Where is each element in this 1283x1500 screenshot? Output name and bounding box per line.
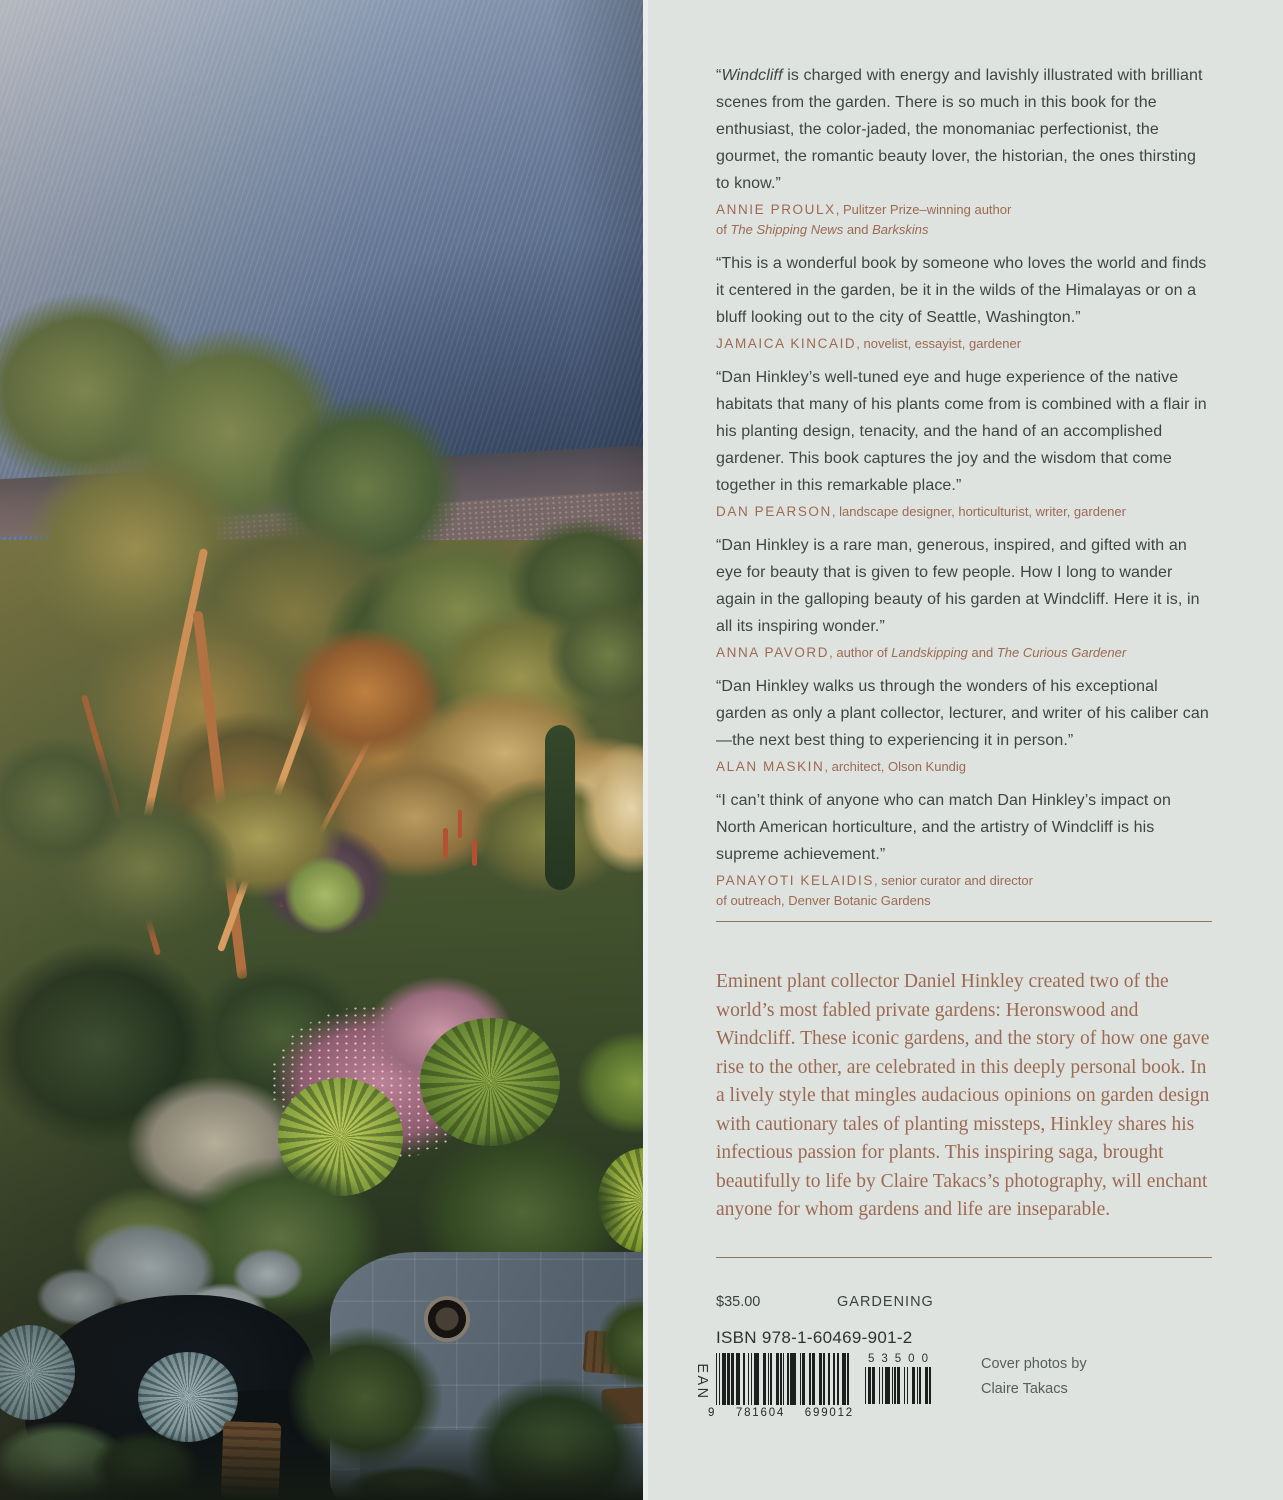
endorser-name: ANNIE PROULX xyxy=(716,202,836,217)
quote-attribution xyxy=(716,200,1212,240)
quote-attribution xyxy=(716,643,1212,663)
ean-label: EAN xyxy=(694,1362,710,1401)
endorsement-quote xyxy=(716,62,1212,240)
barcode-block xyxy=(694,1327,1212,1419)
endorser-role: , architect, Olson Kundig xyxy=(824,759,967,774)
quote-attribution xyxy=(716,334,1212,354)
endorsement-quote xyxy=(716,532,1212,663)
endorser-name: JAMAICA KINCAID xyxy=(716,336,857,351)
endorser-name: ANNA PAVORD xyxy=(716,645,830,660)
isbn-number: ISBN 978-1-60469-901-2 xyxy=(716,1327,913,1347)
price-addon-digits: 53500 xyxy=(868,1352,935,1365)
kniphofia-poker xyxy=(458,810,462,838)
endorser-role: , Pulitzer Prize–winning author of The Shipping News and Barkskins xyxy=(716,202,1012,237)
isbn-barcode xyxy=(708,1327,935,1419)
endorser-role: , author of Landskipping and The Curious Gardener xyxy=(829,645,1127,660)
quote-text: “This is a wonderful book by someone who loves the world and finds it centered in the garden, be it in the wilds of the Himalayas or on a bluff looking out to the city of Seattle, Washington.” xyxy=(716,255,1207,326)
boulder xyxy=(230,1246,305,1303)
endorsement-quote xyxy=(716,364,1212,522)
book-description: Eminent plant collector Daniel Hinkley created two of the world’s most fabled private gardens: Heronswood and Windcliff. These iconic gardens, and the story of how one gave rise to the other, are celebrated in this deeply personal book. In a lively style that mingles audacious opinions on garden design with cautionary tales of planting missteps, Hinkley shares his infectious passion for plants. This inspiring saga, brought beautifully to life by Claire Takacs’s photography, will enchant anyone for whom gardens and life are inseparable. xyxy=(716,971,1210,1220)
quote-text: “Dan Hinkley’s well-tuned eye and huge experience of the native habitats that many of his plants come from is combined with a flair in his planting design, tenacity, and the hand of an accomplished gardener. This book captures the joy and the wisdom that come together in this remarkable place.” xyxy=(716,369,1207,494)
cypress-tree xyxy=(545,725,575,890)
category-label: GARDENING xyxy=(837,1293,934,1310)
endorser-name: PANAYOTI KELAIDIS xyxy=(716,873,874,888)
quote-text: “Dan Hinkley is a rare man, generous, inspired, and gifted with an eye for beauty that is given to few people. How I long to wander again in the galloping beauty of his garden at Windcliff. Here it is, in all its inspiring wonder.” xyxy=(716,537,1200,635)
price: $35.00 xyxy=(716,1293,761,1310)
quote-text: “Dan Hinkley walks us through the wonders of his exceptional garden as only a plant collector, lecturer, and writer of his caliber can—the next best thing to experiencing it in person.” xyxy=(716,678,1209,749)
endorsement-quote xyxy=(716,787,1212,911)
divider-rule xyxy=(716,1257,1212,1258)
festuca-ball xyxy=(283,855,367,935)
endorser-name: ALAN MASKIN xyxy=(716,759,825,774)
fire-pit xyxy=(424,1296,470,1342)
quote-attribution xyxy=(716,871,1212,911)
barcode-digits: 9 781604 699012 xyxy=(708,1406,854,1419)
divider-rule xyxy=(716,921,1212,922)
endorser-role: , senior curator and director of outreach, Denver Botanic Gardens xyxy=(716,873,1033,908)
price-category-row xyxy=(716,1294,1212,1310)
quote-attribution xyxy=(716,757,1212,777)
quote-text: “Windcliff is charged with energy and lavishly illustrated with brilliant scenes from the garden. There is so much in this book for the enthusiast, the color-jaded, the monomaniac perfectionist, the gourmet, the romantic beauty lover, the historian, the ones thirsting to know.” xyxy=(716,67,1203,192)
kniphofia-poker xyxy=(443,828,448,858)
endorser-name: DAN PEARSON xyxy=(716,504,832,519)
quote-text: “I can’t think of anyone who can match Dan Hinkley’s impact on North American horticulture, and the artistry of Windcliff is his supreme achievement.” xyxy=(716,792,1172,863)
endorsement-quote xyxy=(716,673,1212,777)
quote-attribution xyxy=(716,502,1212,522)
foliage-blob xyxy=(0,1430,643,1500)
addon-barcode-bars xyxy=(865,1367,935,1404)
barcode-bars xyxy=(716,1353,854,1405)
foliage-blob xyxy=(285,625,445,760)
cover-photo-credit: Cover photos by Claire Takacs xyxy=(980,1355,1087,1397)
endorsement-quote xyxy=(716,250,1212,354)
kniphofia-poker xyxy=(472,840,477,866)
endorser-role: , landscape designer, horticulturist, writer, gardener xyxy=(831,504,1126,519)
back-cover-text-panel xyxy=(643,0,1283,1500)
endorser-role: , novelist, essayist, gardener xyxy=(856,336,1022,351)
